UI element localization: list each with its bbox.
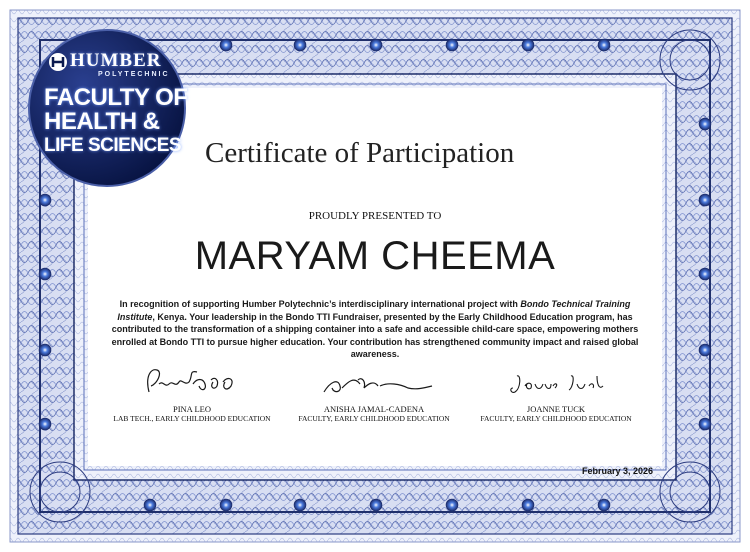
humber-emblem-icon: [48, 52, 68, 72]
signature-image: [304, 362, 444, 402]
faculty-line-2: HEALTH &: [44, 108, 160, 135]
body-institute: Bondo Technical Training Institute: [117, 299, 631, 322]
signature-image: [491, 362, 621, 402]
signature-image: [127, 362, 257, 402]
recognition-text: [100, 298, 650, 361]
faculty-line-1: FACULTY OF: [44, 84, 188, 111]
signature-block-3: [466, 362, 646, 423]
signatory-name: ANISHA JAMAL-CADENA: [323, 404, 425, 414]
brand-name: HUMBER: [70, 50, 162, 71]
body-part-2: , Kenya. Your leadership in the Bondo TTI Fundraiser, presented by the Early Childhood Education program, has contributed to the transformation of a shipping container into a safe and accessible child-care space, empowering mothers enrolled at Bondo TTI to pursue higher education. Your contribution has strengthened community impact and raised global awareness.: [111, 311, 639, 359]
faculty-line-3: LIFE SCIENCES: [44, 135, 182, 156]
recipient-name: MARYAM CHEEMA: [194, 234, 556, 278]
issue-date: February 3, 2026: [582, 466, 654, 476]
body-part-1: In recognition of supporting Humber Polytechnic’s interdisciplinary international project with: [119, 299, 521, 309]
signatory-role: FACULTY, EARLY CHILDHOOD EDUCATION: [298, 414, 450, 423]
presented-label: PROUDLY PRESENTED TO: [308, 210, 442, 222]
signatory-name: PINA LEO: [172, 404, 211, 414]
signature-block-1: [102, 362, 282, 423]
signature-block-2: [284, 362, 464, 423]
brand-subtitle: POLYTECHNIC: [98, 71, 170, 78]
signatory-name: JOANNE TUCK: [526, 404, 586, 414]
signatory-role: FACULTY, EARLY CHILDHOOD EDUCATION: [480, 414, 632, 423]
signatory-role: LAB TECH., EARLY CHILDHOOD EDUCATION: [113, 414, 271, 423]
certificate-title: Certificate of Participation: [205, 137, 515, 169]
